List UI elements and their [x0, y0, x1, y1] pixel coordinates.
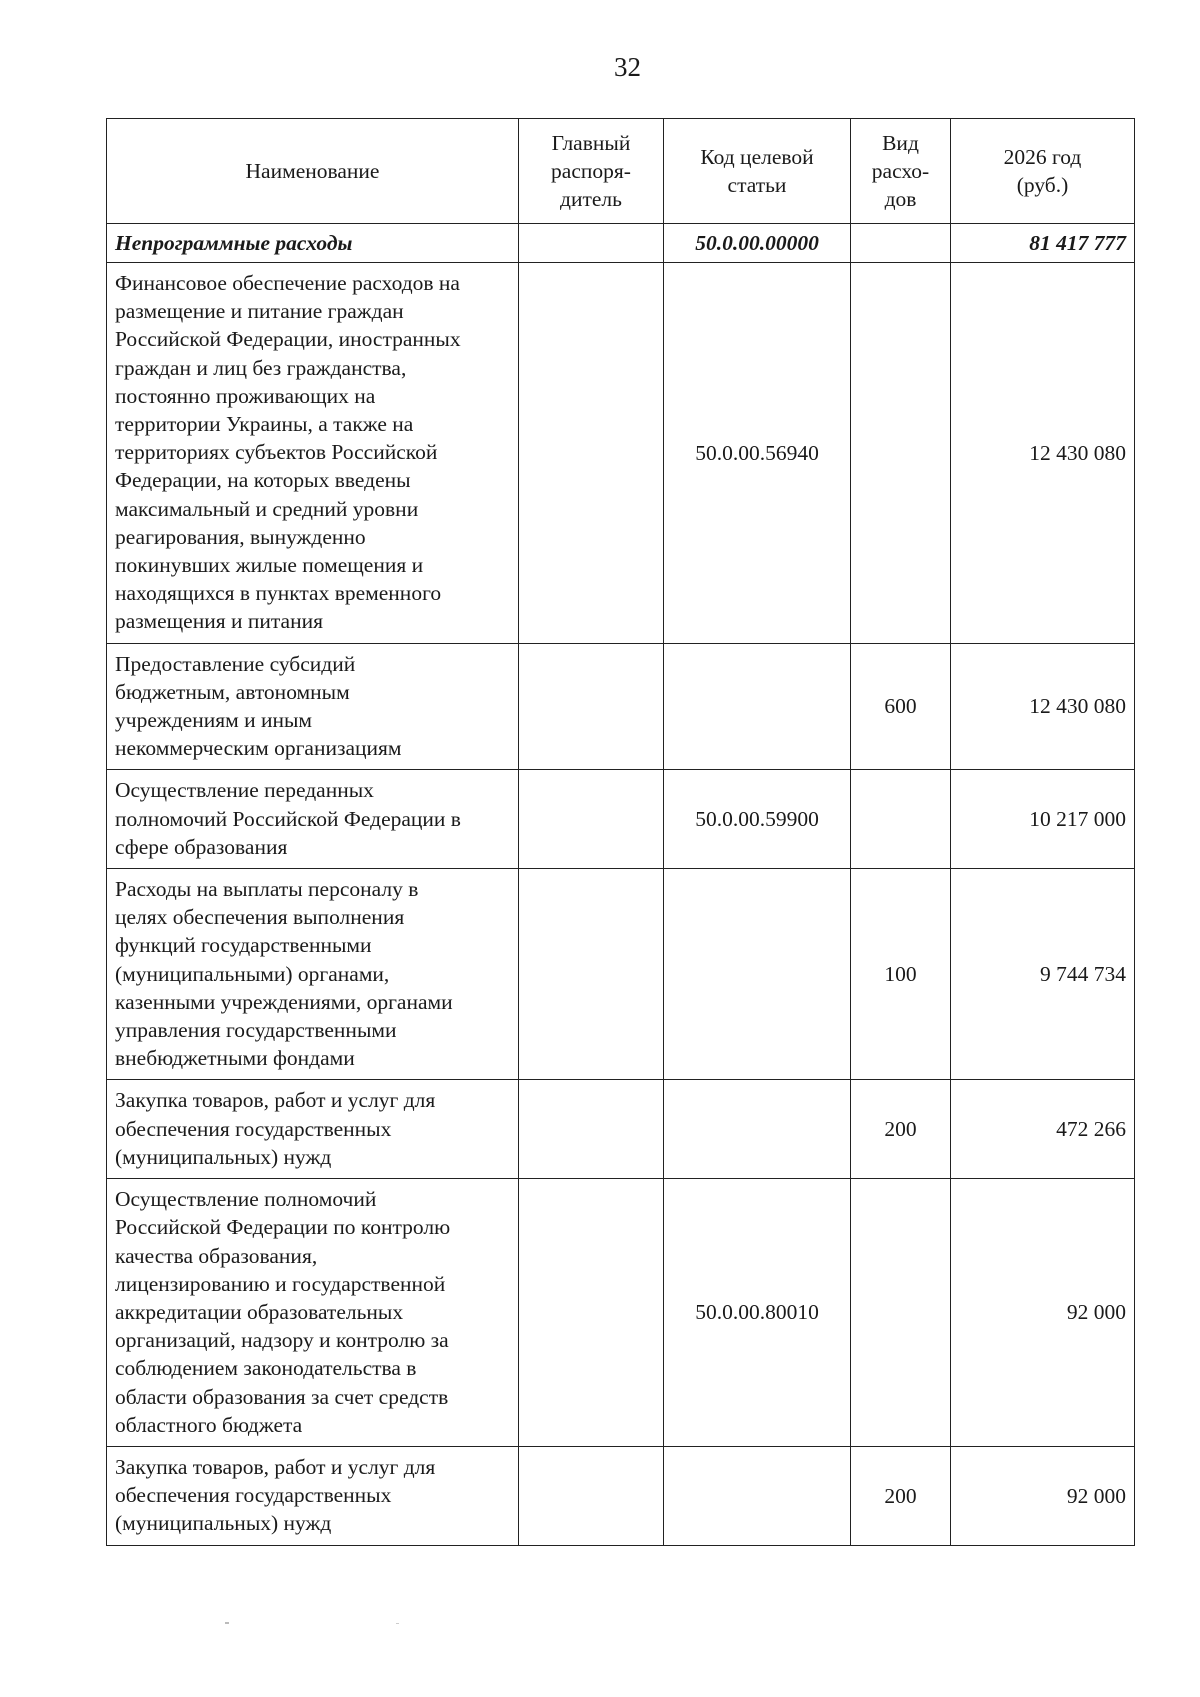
cell-code: 50.0.00.80010 — [664, 1179, 851, 1447]
cell-code: 50.0.00.00000 — [664, 224, 851, 263]
budget-table — [106, 118, 1135, 1546]
cell-amount: 92 000 — [951, 1179, 1135, 1447]
header-kind — [851, 119, 951, 224]
cell-name-line: размещения и питания — [115, 609, 323, 634]
cell-name-line: учреждениям и иным — [115, 708, 313, 733]
cell-name-line: областного бюджета — [115, 1412, 303, 1437]
cell-name — [107, 1179, 519, 1447]
cell-kind — [851, 770, 951, 869]
cell-name-line: Осуществление переданных — [115, 778, 374, 803]
cell-code — [664, 869, 851, 1080]
header-manager-line: Главный — [551, 130, 631, 155]
cell-amount: 10 217 000 — [951, 770, 1135, 869]
cell-name — [107, 263, 519, 644]
cell-amount: 12 430 080 — [951, 643, 1135, 770]
page-number: 32 — [614, 52, 641, 82]
cell-manager — [519, 770, 664, 869]
cell-name — [107, 770, 519, 869]
cell-name-line: качества образования, — [115, 1243, 318, 1268]
cell-name-line: Российской Федерации, иностранных — [115, 327, 461, 352]
cell-amount: 9 744 734 — [951, 869, 1135, 1080]
header-kind-line: Вид — [882, 130, 919, 155]
header-code-line: Код целевой — [700, 144, 814, 169]
cell-amount: 472 266 — [951, 1080, 1135, 1179]
cell-name-line: целях обеспечения выполнения — [115, 905, 405, 930]
cell-name-line: находящихся в пунктах временного — [115, 581, 442, 606]
cell-kind — [851, 263, 951, 644]
cell-name-line: сфере образования — [115, 834, 288, 859]
cell-name-line: Закупка товаров, работ и услуг для — [115, 1088, 436, 1113]
scan-speck — [225, 1622, 229, 1624]
cell-amount: 92 000 — [951, 1446, 1135, 1545]
cell-name-line: реагирования, вынужденно — [115, 524, 366, 549]
cell-name-line: постоянно проживающих на — [115, 383, 376, 408]
cell-code — [664, 1446, 851, 1545]
cell-name — [107, 1446, 519, 1545]
cell-name-line: некоммерческим организациям — [115, 736, 402, 761]
table-row — [107, 263, 1135, 644]
cell-name-line: обеспечения государственных — [115, 1483, 392, 1508]
table-row — [107, 770, 1135, 869]
cell-kind: 200 — [851, 1446, 951, 1545]
header-manager-line: распоря- — [551, 158, 631, 183]
cell-name-line: внебюджетными фондами — [115, 1046, 355, 1071]
cell-name-line: территориях субъектов Российской — [115, 440, 438, 465]
cell-manager — [519, 1080, 664, 1179]
table-row — [107, 1179, 1135, 1447]
cell-name-line: максимальный и средний уровни — [115, 496, 419, 521]
cell-kind: 200 — [851, 1080, 951, 1179]
cell-name-line: полномочий Российской Федерации в — [115, 806, 461, 831]
table-row — [107, 643, 1135, 770]
table-header-row — [107, 119, 1135, 224]
cell-name-line: размещение и питание граждан — [115, 299, 404, 324]
cell-manager — [519, 1179, 664, 1447]
cell-name-line: покинувших жилые помещения и — [115, 553, 424, 578]
cell-name-line: (муниципальными) органами, — [115, 961, 390, 986]
header-manager — [519, 119, 664, 224]
table-body — [107, 224, 1135, 1546]
cell-name-line: соблюдением законодательства в — [115, 1356, 417, 1381]
cell-name-line: Осуществление полномочий — [115, 1187, 377, 1212]
cell-name-line: (муниципальных) нужд — [115, 1144, 332, 1169]
cell-name-line: граждан и лиц без гражданства, — [115, 355, 407, 380]
cell-amount: 81 417 777 — [951, 224, 1135, 263]
cell-name-line: управления государственными — [115, 1018, 397, 1043]
header-name-label: Наименование — [245, 158, 380, 183]
table-row — [107, 1080, 1135, 1179]
table-row — [107, 1446, 1135, 1545]
cell-manager — [519, 1446, 664, 1545]
header-amount — [951, 119, 1135, 224]
section-row — [107, 224, 1135, 263]
cell-name-line: лицензированию и государственной — [115, 1271, 446, 1296]
header-code — [664, 119, 851, 224]
cell-name — [107, 869, 519, 1080]
cell-name — [107, 643, 519, 770]
cell-name-line: Российской Федерации по контролю — [115, 1215, 451, 1240]
cell-manager — [519, 263, 664, 644]
header-amount-line: (руб.) — [1016, 173, 1069, 197]
cell-name-line: аккредитации образовательных — [115, 1299, 404, 1324]
cell-name-line: обеспечения государственных — [115, 1116, 392, 1141]
cell-code: 50.0.00.59900 — [664, 770, 851, 869]
cell-code — [664, 643, 851, 770]
header-name — [107, 119, 519, 224]
cell-name-line: Закупка товаров, работ и услуг для — [115, 1454, 436, 1479]
cell-name-line: Финансовое обеспечение расходов на — [115, 271, 460, 295]
cell-name-line: функций государственными — [115, 933, 372, 958]
cell-name-line: области образования за счет средств — [115, 1384, 449, 1409]
cell-name-line: Федерации, на которых введены — [115, 468, 411, 493]
cell-name-line: территории Украины, а также на — [115, 412, 414, 437]
header-amount-line: 2026 год — [1003, 144, 1082, 169]
cell-manager — [519, 643, 664, 770]
cell-code — [664, 1080, 851, 1179]
cell-name-line: организаций, надзору и контролю за — [115, 1328, 449, 1353]
header-kind-line: дов — [884, 187, 917, 212]
cell-amount: 12 430 080 — [951, 263, 1135, 644]
cell-name-line: бюджетным, автономным — [115, 679, 350, 704]
table-row — [107, 869, 1135, 1080]
cell-kind: 100 — [851, 869, 951, 1080]
cell-name-line: (муниципальных) нужд — [115, 1511, 332, 1536]
header-kind-line: расхо- — [871, 158, 930, 183]
header-manager-line: дитель — [560, 187, 622, 212]
cell-kind: 600 — [851, 643, 951, 770]
cell-kind — [851, 1179, 951, 1447]
cell-manager — [519, 224, 664, 263]
cell-manager — [519, 869, 664, 1080]
cell-name — [107, 1080, 519, 1179]
header-code-line: статьи — [727, 173, 787, 197]
cell-name-line: Предоставление субсидий — [115, 651, 356, 676]
cell-kind — [851, 224, 951, 263]
cell-name-line: Расходы на выплаты персоналу в — [115, 877, 419, 902]
cell-name: Непрограммные расходы — [107, 224, 519, 263]
cell-code: 50.0.00.56940 — [664, 263, 851, 644]
scan-speck — [396, 1623, 399, 1624]
cell-name-line: казенными учреждениями, органами — [115, 989, 453, 1014]
